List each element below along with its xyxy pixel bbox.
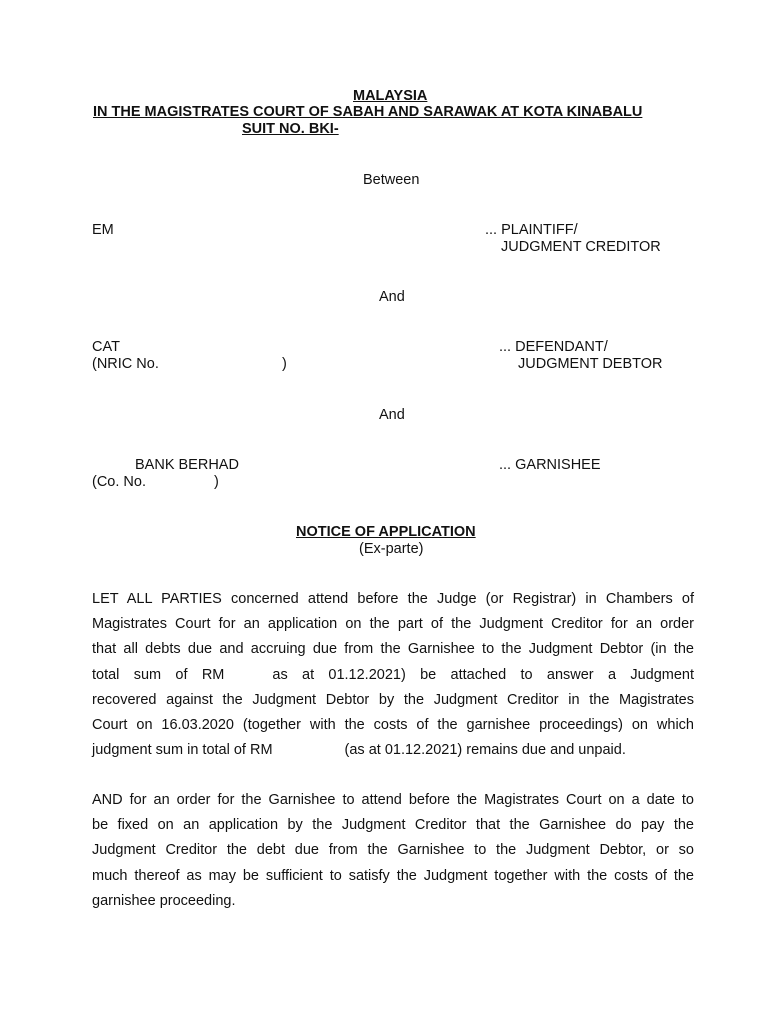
defendant-role-continued: JUDGMENT DEBTOR [518,356,663,372]
paragraph-line: Court on 16.03.2020 (together with the costs of the garnishee proceedings) on which [92,717,694,734]
court-heading: IN THE MAGISTRATES COURT OF SABAH AND SARAWAK AT KOTA KINABALU [93,104,643,120]
plaintiff-role: ... PLAINTIFF/ [485,222,578,238]
judgment-sum-label: judgment sum in total of RM [92,742,273,759]
suit-number: SUIT NO. BKI- [242,121,339,137]
defendant-nric-close: ) [282,356,287,372]
defendant-role: ... DEFENDANT/ [499,339,608,355]
paragraph-line: be fixed on an application by the Judgment Creditor that the Garnishee do pay the [92,817,694,834]
paragraph-line: recovered against the Judgment Debtor by the Judgment Creditor in the Magistrates [92,691,694,708]
between-label: Between [363,172,420,188]
plaintiff-name: EM [92,222,114,238]
paragraph-line: that all debts due and accruing due from the Garnishee to the Judgment Debtor (in the [92,641,694,658]
notice-subtitle: (Ex-parte) [359,541,424,557]
paragraph-line: much thereof as may be sufficient to satisfy the Judgment together with the costs of the [92,867,694,884]
and-label-2: And [379,407,405,423]
garnishee-co-close: ) [214,474,219,490]
defendant-nric-label: (NRIC No. [92,356,159,372]
notice-title: NOTICE OF APPLICATION [296,524,476,540]
garnishee-role: ... GARNISHEE [499,457,601,473]
garnishee-name: BANK BERHAD [135,457,239,473]
paragraph-line: LET ALL PARTIES concerned attend before the Judge (or Registrar) in Chambers of [92,591,694,607]
paragraph-line-with-blank [92,663,694,688]
and-label-1: And [379,289,405,305]
judgment-sum-continued: (as at 01.12.2021) remains due and unpaid. [344,742,626,759]
paragraph-line: Judgment Creditor the debt due from the Garnishee to the Judgment Debtor, or so [92,842,694,859]
country-heading: MALAYSIA [353,88,428,104]
defendant-name: CAT [92,339,120,355]
paragraph-line: Magistrates Court for an application on the part of the Judgment Creditor for an order [92,616,694,633]
body-paragraph-2 [92,788,694,914]
paragraph-line: AND for an order for the Garnishee to attend before the Magistrates Court on a date to [92,792,694,808]
total-sum-continued: as at 01.12.2021) be attached to answer a Judgment [272,666,694,683]
body-paragraph-1 [92,587,694,763]
paragraph-line: garnishee proceeding. [92,892,236,909]
garnishee-co-label: (Co. No. [92,474,146,490]
total-sum-label: total sum of RM [92,666,225,683]
paragraph-line-with-blank [92,738,694,763]
plaintiff-role-continued: JUDGMENT CREDITOR [501,239,661,255]
